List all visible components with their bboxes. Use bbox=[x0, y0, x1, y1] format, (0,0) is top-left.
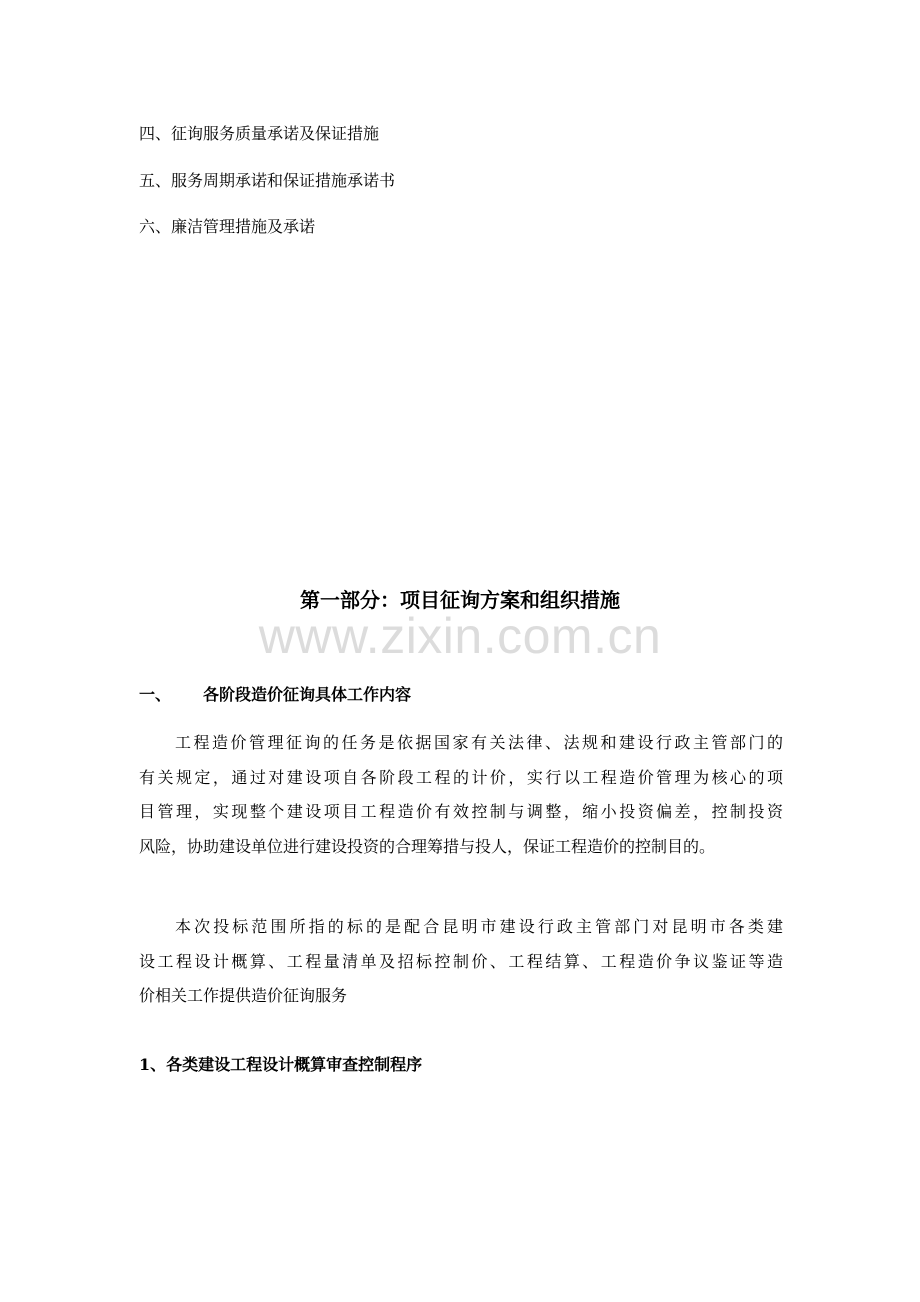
paragraph-1 bbox=[139, 726, 783, 864]
paragraph-2-line: 本次投标范围所指的标的是配合昆明市建设行政主管部门对昆明市各类建 bbox=[175, 917, 783, 936]
subheading: 1、各类建设工程设计概算审查控制程序 bbox=[139, 1055, 423, 1074]
paragraph-1-line: 有关规定，通过对建设项自各阶段工程的计价，实行以工程造价管理为核心的项 bbox=[139, 767, 783, 787]
paragraph-1-line: 目管理，实现整个建设项目工程造价有效控制与调整，缩小投资偏差，控制投资 bbox=[139, 802, 783, 821]
section-title: 各阶段造价征询具体工作内容 bbox=[203, 685, 412, 704]
toc-line-5: 五、服务周期承诺和保证措施承诺书 bbox=[139, 171, 396, 190]
paragraph-2-line: 价相关工作提供造价征询服务 bbox=[139, 986, 348, 1005]
paragraph-2-line: 设工程设计概算、工程量清单及招标控制价、工程结算、工程造价争议鉴证等造 bbox=[139, 951, 783, 971]
paragraph-1-line: 风险，协助建设单位进行建设投资的合理筹措与投人，保证工程造价的控制目的。 bbox=[139, 836, 716, 856]
toc-line-4: 四、征询服务质量承诺及保证措施 bbox=[139, 124, 380, 143]
watermark: www.zixin.com.cn bbox=[258, 608, 662, 664]
toc-line-6: 六、廉洁管理措施及承诺 bbox=[139, 217, 316, 236]
part-title: 第一部分：项目征询方案和组织措施 bbox=[300, 588, 620, 612]
paragraph-1-line: 工程造价管理征询的任务是依据国家有关法律、法规和建设行政主管部门的 bbox=[175, 733, 783, 752]
section-number: 一、 bbox=[139, 685, 172, 704]
paragraph-2 bbox=[139, 910, 783, 1014]
section-heading bbox=[139, 684, 411, 706]
